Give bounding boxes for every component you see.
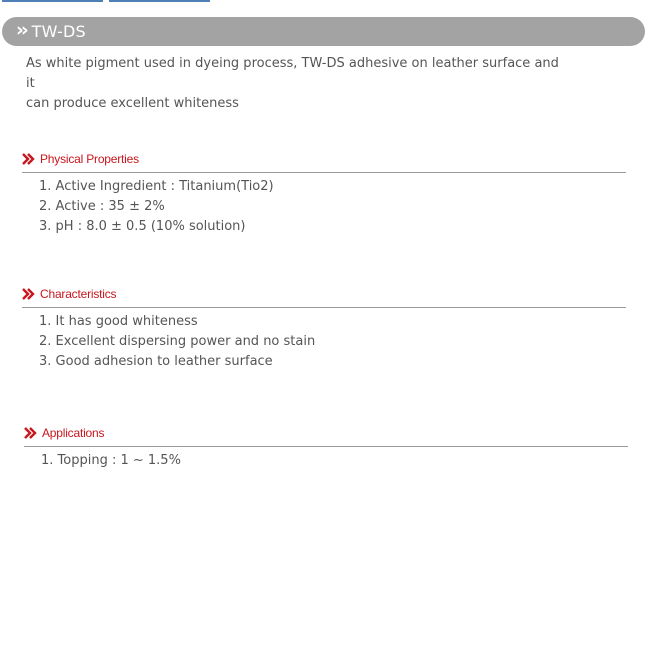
description-line-2: can produce excellent whiteness: [26, 96, 239, 111]
double-chevron-right-icon: [22, 153, 36, 165]
list-item: 2. Excellent dispersing power and no stain: [39, 334, 316, 349]
section-header: [22, 150, 626, 173]
section-header: [24, 424, 628, 447]
product-title: TW-DS: [31, 22, 86, 41]
double-chevron-right-icon: ››: [16, 19, 26, 41]
section-title: Characteristics: [40, 287, 117, 301]
product-title-bar: [2, 17, 645, 46]
section-title: Physical Properties: [40, 152, 139, 166]
top-tab-2[interactable]: [109, 0, 210, 2]
characteristics-list: [39, 312, 626, 372]
product-description: [26, 54, 566, 114]
description-line-1: As white pigment used in dyeing process, TW-DS adhesive on leather surface and it: [26, 56, 559, 91]
property-list: [39, 177, 626, 237]
section-header: [22, 285, 626, 308]
list-item: 1. It has good whiteness: [39, 314, 198, 329]
list-item: 1. Topping : 1 ~ 1.5%: [41, 453, 181, 468]
list-item: 2. Active : 35 ± 2%: [39, 199, 165, 214]
top-tab-1[interactable]: [2, 0, 103, 2]
section-physical-properties: [22, 150, 626, 237]
list-item: 3. pH : 8.0 ± 0.5 (10% solution): [39, 219, 246, 234]
top-tabs: [2, 0, 212, 2]
section-characteristics: [22, 285, 626, 372]
double-chevron-right-icon: [24, 427, 38, 439]
section-title: Applications: [42, 426, 105, 440]
list-item: 1. Active Ingredient : Titanium(Tio2): [39, 179, 274, 194]
double-chevron-right-icon: [22, 288, 36, 300]
applications-list: [41, 451, 628, 471]
list-item: 3. Good adhesion to leather surface: [39, 354, 273, 369]
section-applications: [24, 424, 628, 471]
